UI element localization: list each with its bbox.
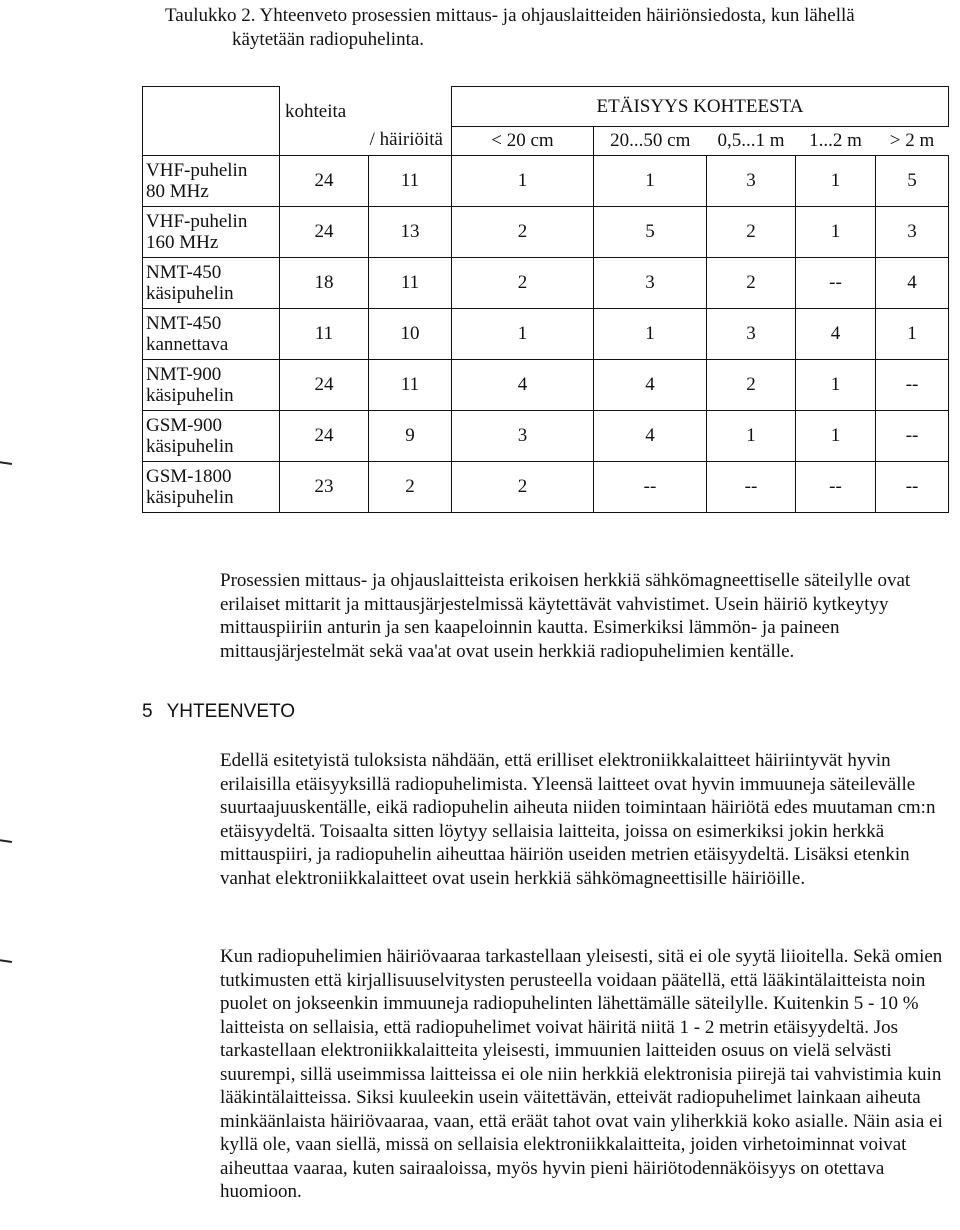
value-cell: 4 [594, 411, 707, 462]
value-cell: 1 [796, 360, 876, 411]
table-row [143, 258, 949, 309]
paragraph-3: Kun radiopuhelimien häiriövaaraa tarkastellaan yleisesti, sitä ei ole syytä liioitella. Sekä omien tutkimusten että kirjallisuuselvitysten perusteella voidaan päätellä, että lääkintälaitteista noin puolet on jokseenkin immuuneja radiopuhelinten lähettämälle säteilylle. Kuitenkin 5 - 10 % laitteista on sellaisia, että radiopuhelimet voivat häiritä niitä 1 - 2 metrin etäisyydeltä. Jos tarkastellaan elektroniikkalaitteita yleisesti, immuunien laitteiden osuus on vielä selvästi suurempi, sillä useimmissa laitteissa ei ole niin herkkiä elektronisia piirejä tai vahvistimia kuin lääkintälaitteissa. Siksi kuuleekin usein väitettävän, etteivät radiopuhelimet lainkaan aiheuta minkäänlaista häiriövaaraa, vaan, että eräät tahot ovat vain yliherkkiä koko asialle. Näin asia ei kyllä ole, vaan siellä, missä on sellaisia elektroniikkalaitteita, joiden virhetoiminnat voivat aiheuttaa vaaraa, kuten sairaaloissa, myös hyvin pieni häiriötodennäköisyys on otettava huomioon. [220, 946, 943, 1202]
row-label-line: NMT-450 [146, 313, 222, 334]
table-row [143, 411, 949, 462]
row-label [143, 360, 280, 411]
value-cell: 3 [452, 411, 594, 462]
header-row-1 [143, 87, 949, 127]
value-cell: -- [594, 462, 707, 513]
value-cell: 5 [876, 156, 949, 207]
paragraph-2: Edellä esitetyistä tuloksista nähdään, että erilliset elektroniikkalaitteet häiriintyvät hyvin erilaisilla etäisyyksillä radiopuhelimista. Yleensä laitteet ovat hyvin immuuneja säteilevälle suurtaajuuskentälle, eikä radiopuhelin aiheuta niiden toimintaan häiriötä edes muutaman cm:n etäisyydeltä. Toisaalta sitten löytyy sellaisia laitteita, joissa on esimerkiksi jokin herkkä mittauspiiri, ja radiopuhelin aiheuttaa häiriön useiden metrien etäisyydeltä. Lisäksi etenkin vanhat elektroniikkalaitteet ovat usein herkkiä sähkömagneettisille häiriöille. [220, 750, 936, 889]
row-label-line: käsipuhelin [146, 283, 234, 304]
corner-cell [143, 87, 280, 156]
value-cell: 1 [594, 309, 707, 360]
value-cell: 1 [876, 309, 949, 360]
value-cell: 1 [796, 207, 876, 258]
row-label-line: GSM-900 [146, 415, 223, 436]
header-hairioita [280, 127, 452, 156]
interference-table [142, 86, 949, 513]
table-caption [165, 4, 955, 52]
row-label [143, 156, 280, 207]
section-heading [142, 701, 309, 723]
header-kohteita-label: kohteita [285, 100, 347, 122]
value-cell: 2 [707, 258, 796, 309]
header-distance: < 20 cm [452, 127, 594, 156]
paragraph-1: Prosessien mittaus- ja ohjauslaitteista erikoisen herkkiä sähkömagneettiselle säteilylle ovat erilaiset mittarit ja mittausjärjestelmissä käytettävät vahvistimet. Usein häiriö kytkeytyy mittauspiiriin anturin ja sen kaapeloinnin kautta. Esimerkiksi lämmön- ja paineen mittausjärjestelmät sekä vaa'at ovat usein herkkiä radiopuhelimien kentälle. [220, 570, 911, 662]
row-label-line: 80 MHz [146, 181, 209, 202]
row-label-line: NMT-450 [146, 262, 222, 283]
row-label-line: VHF-puhelin [146, 211, 248, 232]
margin-mark [0, 839, 12, 842]
caption-line-2: käytetään radiopuhelinta. [232, 29, 425, 50]
value-cell: 2 [707, 207, 796, 258]
header-distance: > 2 m [889, 130, 935, 151]
row-label-line: kannettava [146, 334, 229, 355]
value-cell: 4 [594, 360, 707, 411]
value-cell: 3 [707, 309, 796, 360]
value-cell: 1 [796, 411, 876, 462]
value-cell: 18 [280, 258, 369, 309]
table-body [143, 87, 949, 513]
value-cell: -- [876, 360, 949, 411]
table-row [143, 156, 949, 207]
header-hairioita-label: / häiriöitä [369, 128, 443, 150]
value-cell: 4 [876, 258, 949, 309]
table-row [143, 360, 949, 411]
margin-mark [0, 959, 12, 962]
value-cell: -- [796, 258, 876, 309]
value-cell: 24 [280, 156, 369, 207]
row-label-line: 160 MHz [146, 232, 219, 253]
value-cell: -- [876, 411, 949, 462]
value-cell: 1 [452, 309, 594, 360]
value-cell: 2 [452, 258, 594, 309]
row-label-line: käsipuhelin [146, 436, 234, 457]
value-cell: 1 [796, 156, 876, 207]
row-label [143, 258, 280, 309]
value-cell: 5 [594, 207, 707, 258]
row-label-line: käsipuhelin [146, 385, 234, 406]
value-cell: 3 [876, 207, 949, 258]
value-cell: 1 [452, 156, 594, 207]
row-label-line: NMT-900 [146, 364, 222, 385]
header-distance-group: ETÄISYYS KOHTEESTA [452, 87, 949, 127]
section-number: 5 [142, 701, 153, 722]
value-cell: 11 [369, 156, 452, 207]
row-label [143, 309, 280, 360]
value-cell: -- [876, 462, 949, 513]
value-cell: 1 [594, 156, 707, 207]
value-cell: 11 [280, 309, 369, 360]
row-label [143, 462, 280, 513]
row-label-line: käsipuhelin [146, 487, 234, 508]
value-cell: 2 [707, 360, 796, 411]
value-cell: 24 [280, 207, 369, 258]
value-cell: 11 [369, 258, 452, 309]
table-row [143, 462, 949, 513]
value-cell: 2 [452, 207, 594, 258]
row-label [143, 411, 280, 462]
row-label [143, 207, 280, 258]
value-cell: 2 [369, 462, 452, 513]
header-distance: 1...2 m [809, 130, 862, 151]
value-cell: 13 [369, 207, 452, 258]
value-cell: 23 [280, 462, 369, 513]
value-cell: -- [707, 462, 796, 513]
value-cell: 2 [452, 462, 594, 513]
value-cell: 3 [707, 156, 796, 207]
value-cell: 3 [594, 258, 707, 309]
margin-mark [0, 461, 12, 464]
value-cell: 11 [369, 360, 452, 411]
row-label-line: VHF-puhelin [146, 160, 248, 181]
header-distance: 0,5...1 m [717, 130, 785, 151]
table-row [143, 309, 949, 360]
value-cell: 24 [280, 411, 369, 462]
value-cell: 1 [707, 411, 796, 462]
table-row [143, 207, 949, 258]
header-distance: 20...50 cm [610, 130, 691, 151]
value-cell: 4 [796, 309, 876, 360]
row-label-line: GSM-1800 [146, 466, 232, 487]
section-title: YHTEENVETO [166, 701, 296, 722]
value-cell: 9 [369, 411, 452, 462]
value-cell: -- [796, 462, 876, 513]
header-kohteita [280, 87, 452, 127]
caption-line-1: Taulukko 2. Yhteenveto prosessien mittaus- ja ohjauslaitteiden häiriönsiedosta, kun lähellä [165, 5, 855, 26]
value-cell: 4 [452, 360, 594, 411]
value-cell: 24 [280, 360, 369, 411]
value-cell: 10 [369, 309, 452, 360]
